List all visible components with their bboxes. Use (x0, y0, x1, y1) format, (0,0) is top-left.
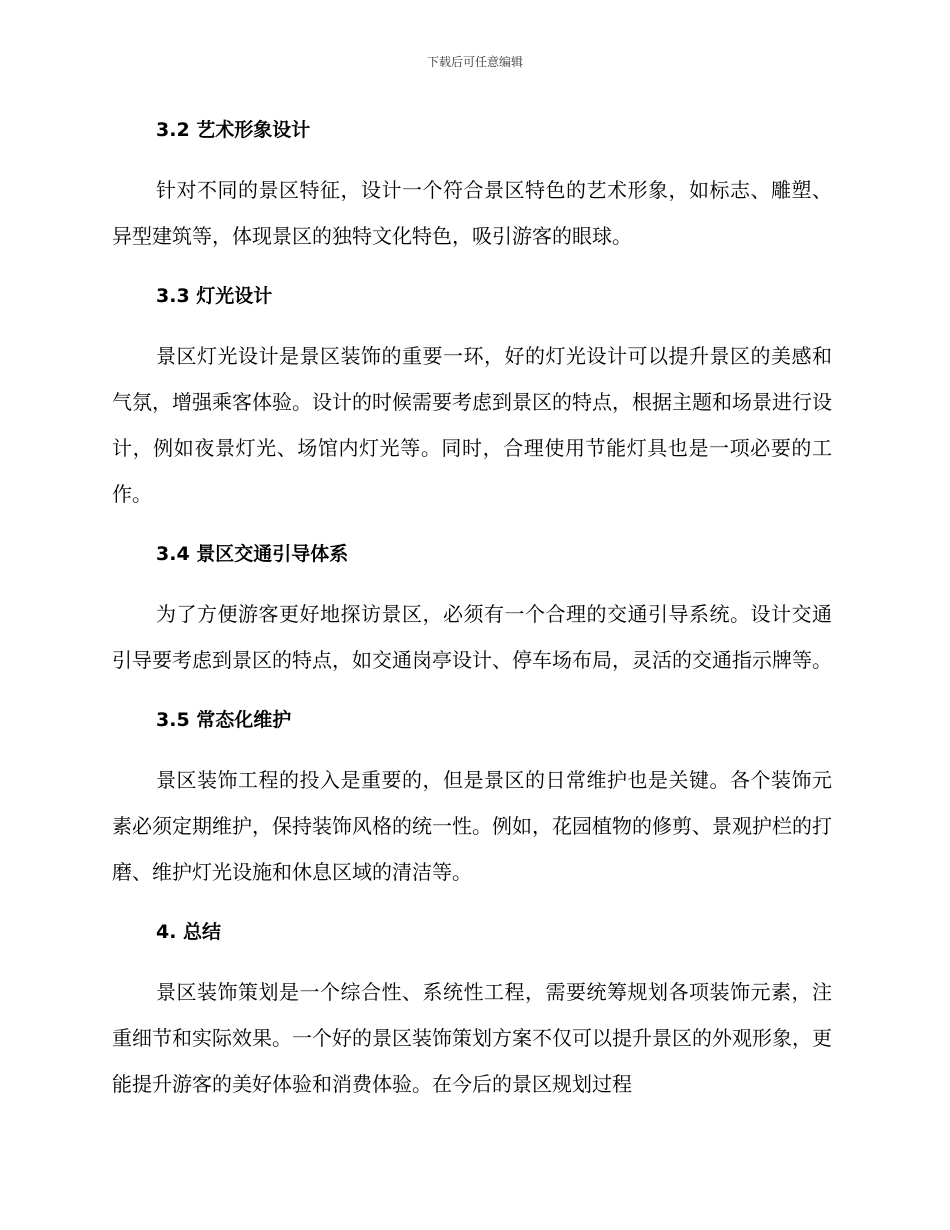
section-paragraph-3-2: 针对不同的景区特征，设计一个符合景区特色的艺术形象，如标志、雕塑、异型建筑等，体现景区的独特文化特色，吸引游客的眼球。 (112, 178, 832, 248)
section-paragraph-4: 景区装饰策划是一个综合性、系统性工程，需要统筹规划各项装饰元素，注重细节和实际效果。一个好的景区装饰策划方案不仅可以提升景区的外观形象，更能提升游客的美好体验和消费体验。在今后的景区规划过程 (112, 980, 832, 1096)
section-heading-3-3: 3.3 灯光设计 (156, 285, 273, 307)
section-paragraph-3-3: 景区灯光设计是景区装饰的重要一环，好的灯光设计可以提升景区的美感和气氛，增强乘客体验。设计的时候需要考虑到景区的特点，根据主题和场景进行设计，例如夜景灯光、场馆内灯光等。同时，合理使用节能灯具也是一项必要的工作。 (112, 344, 832, 506)
section-heading-3-2: 3.2 艺术形象设计 (156, 119, 311, 141)
section-heading-4: 4. 总结 (156, 921, 222, 943)
section-paragraph-3-5: 景区装饰工程的投入是重要的，但是景区的日常维护也是关键。各个装饰元素必须定期维护，保持装饰风格的统一性。例如，花园植物的修剪、景观护栏的打磨、维护灯光设施和休息区域的清洁等。 (112, 768, 832, 884)
document-body (112, 107, 832, 1121)
section-heading-3-5: 3.5 常态化维护 (156, 709, 292, 731)
section-heading-3-4: 3.4 景区交通引导体系 (156, 543, 349, 565)
section-paragraph-3-4: 为了方便游客更好地探访景区，必须有一个合理的交通引导系统。设计交通引导要考虑到景区的特点，如交通岗亭设计、停车场布局，灵活的交通指示牌等。 (112, 602, 832, 672)
page-header: 下载后可任意编辑 (426, 55, 523, 69)
